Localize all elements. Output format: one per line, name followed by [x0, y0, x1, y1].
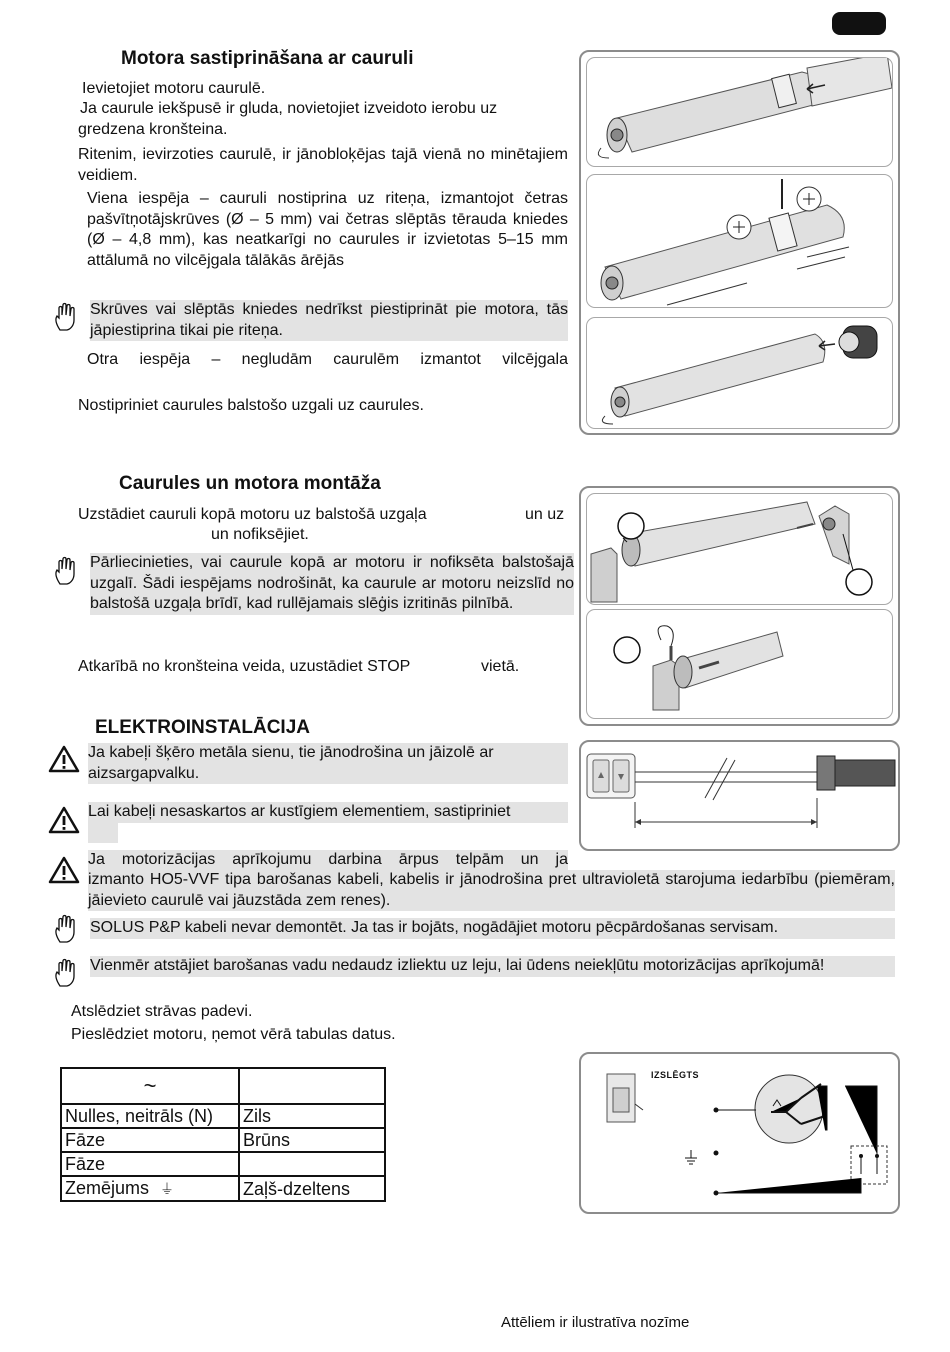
table-cell: Zaļš-dzeltens: [239, 1176, 385, 1201]
footer-note: Attēliem ir ilustratīva nozīme: [501, 1314, 690, 1331]
table-cell: Fāze: [61, 1152, 239, 1176]
paragraph: Otra iespēja – negludām caurulēm izmantot vilcējgala: [87, 351, 568, 368]
ground-icon: ⏚: [160, 1181, 175, 1197]
section-title-tube-motor-mounting: Caurules un motora montāža: [119, 473, 381, 494]
paragraph: Uzstādiet cauruli kopā motoru uz balstošā uzgaļa: [78, 506, 427, 523]
table-cell: [61, 1176, 239, 1201]
paragraph: un uz: [525, 506, 565, 523]
figure-step-insert-motor: [586, 57, 893, 167]
ac-symbol: ~: [61, 1068, 239, 1104]
warning-icon: [48, 856, 80, 884]
note-highlight: [88, 823, 118, 843]
table-cell: Brūns: [239, 1128, 385, 1152]
figure-tube-motor-mounting: [579, 486, 900, 726]
table-cell-text: Zemējums: [65, 1178, 150, 1198]
figure-step-mount-tube: [586, 493, 893, 605]
figure-cable: [579, 740, 900, 851]
note-tube-locked: Pārliecinieties, vai caurule kopā ar motoru ir nofiksēta balstošajā uzgalī. Šādi iespējams nodrošināt, ka caurule ar motoru neizslīd no balstošā uzgaļa brīdī, kad rullējamais slēģis izritinās pilnībā.: [90, 553, 574, 615]
paragraph: Atkarībā no kronšteina veida, uzustādiet STOP: [78, 658, 411, 675]
step-connect: Pieslēdziet motoru, ņemot vērā tabulas datus.: [71, 1026, 396, 1043]
table-row: [61, 1104, 385, 1128]
paragraph: un nofiksējiet.: [211, 526, 309, 543]
warning-outdoor-cont: izmanto HO5-VVF tipa barošanas kabeli, kabelis ir jānodrošina pret ultravioletā starojuma iedarbību (piemēram, jāievieto caurulē vai jāuzstāda zem renes).: [88, 870, 895, 911]
hand-note-icon: [52, 556, 82, 586]
warning-moving-parts: Lai kabeļi nesaskartos ar kustīgiem elementiem, sastipriniet: [88, 802, 568, 823]
warning-icon: [48, 745, 80, 773]
page-number-badge: [832, 12, 886, 35]
note-cable-loop: Vienmēr atstājiet barošanas vadu nedaudz izliektu uz leju, lai ūdens neiekļūtu motorizācijas aprīkojumā!: [90, 956, 895, 977]
section-title-tube-fixing: Motora sastiprināšana ar cauruli: [121, 48, 414, 69]
figure-step-screws: [586, 174, 893, 308]
section-title-electrical: ELEKTROINSTALĀCIJA: [95, 717, 310, 738]
paragraph: Viena iespēja – cauruli nostiprina uz riteņa, izmantojot četras pašvītņotājskrūves (Ø – 5 mm) vai četras slēptās tērauda kniedes (Ø – 4,8 mm), kas neatkarīgi no caurules ir izvietotas 5–15 mm attālumā no vilcējgala tālākās ārējās: [87, 190, 568, 269]
table-row: [61, 1152, 385, 1176]
note-cable-not-removable: SOLUS P&P kabeli nevar demontēt. Ja tas ir bojāts, nogādājiet motoru pēcpārdošanas servisam.: [90, 918, 895, 939]
table-header-cell: [239, 1068, 385, 1104]
paragraph: Ja caurule iekšpusē ir gluda, novietojiet izveidoto ierobu uz gredzena kronšteina.: [78, 100, 498, 138]
paragraph: Ritenim, ievirzoties caurulē, ir jānobloķējas tajā vienā no minētajiem veidiem.: [78, 146, 568, 184]
note-screws: Skrūves vai slēptās kniedes nedrīkst piestiprināt pie motora, tās jāpiestiprina tikai pie riteņa.: [90, 300, 568, 341]
table-cell: Fāze: [61, 1128, 239, 1152]
table-cell: Zils: [239, 1104, 385, 1128]
figure-step-stop-position: [586, 609, 893, 719]
table-row: [61, 1128, 385, 1152]
paragraph: Ievietojiet motoru caurulē.: [82, 80, 266, 97]
table-cell: Nulles, neitrāls (N): [61, 1104, 239, 1128]
figure-step-drive-adapter: [586, 317, 893, 429]
table-cell: [239, 1152, 385, 1176]
paragraph: Nostipriniet caurules balstošo uzgali uz caurules.: [78, 397, 424, 414]
figure-wiring-diagram: [579, 1052, 900, 1214]
switch-label: IZSLĒGTS: [651, 1070, 700, 1080]
wiring-table: [60, 1067, 386, 1202]
warning-outdoor: Ja motorizācijas aprīkojumu darbina ārpus telpām un ja: [88, 850, 568, 871]
step-disconnect: Atslēdziet strāvas padevi.: [71, 1003, 253, 1020]
hand-note-icon: [52, 302, 82, 332]
warning-icon: [48, 806, 80, 834]
hand-note-icon: [52, 914, 82, 944]
hand-note-icon: [52, 958, 82, 988]
figure-tube-fixing: [579, 50, 900, 435]
warning-metal-wall: Ja kabeļi šķēro metāla sienu, tie jānodrošina un jāizolē ar aizsargapvalku.: [88, 743, 568, 784]
table-row: [61, 1176, 385, 1201]
paragraph: vietā.: [481, 658, 520, 675]
